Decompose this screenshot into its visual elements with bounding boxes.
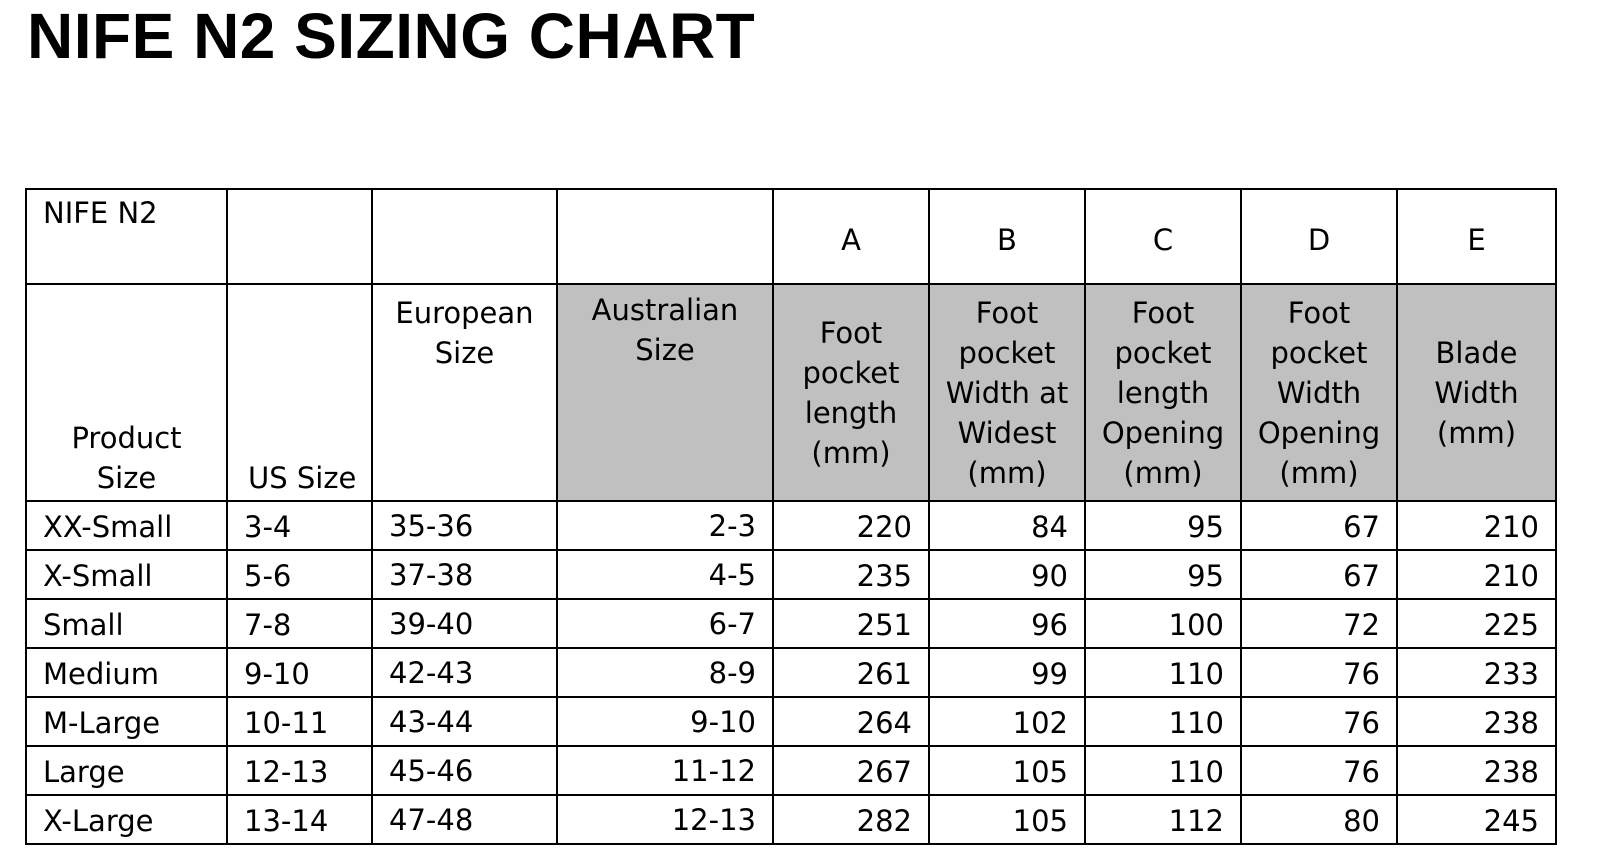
european-size-cell: 42-43 xyxy=(372,648,557,697)
product-size-cell: Small xyxy=(26,599,227,648)
foot-pocket-length-opening-cell: 110 xyxy=(1085,648,1241,697)
column-letter-a: A xyxy=(773,189,929,284)
us-size-cell: 3-4 xyxy=(227,501,372,550)
page-title: NIFE N2 SIZING CHART xyxy=(27,0,756,72)
sizing-table xyxy=(25,188,1557,845)
blade-width-cell: 225 xyxy=(1397,599,1556,648)
blade-width-cell: 245 xyxy=(1397,795,1556,844)
foot-pocket-width-widest-cell: 90 xyxy=(929,550,1085,599)
header-product-size: Product Size xyxy=(26,284,227,501)
table-row xyxy=(26,746,1556,795)
us-size-cell: 5-6 xyxy=(227,550,372,599)
australian-size-cell: 4-5 xyxy=(557,550,773,599)
foot-pocket-width-widest-cell: 102 xyxy=(929,697,1085,746)
foot-pocket-width-opening-cell: 76 xyxy=(1241,746,1397,795)
european-size-cell: 47-48 xyxy=(372,795,557,844)
model-name-cell: NIFE N2 xyxy=(26,189,227,284)
foot-pocket-width-opening-cell: 72 xyxy=(1241,599,1397,648)
european-size-cell: 35-36 xyxy=(372,501,557,550)
foot-pocket-width-opening-cell: 76 xyxy=(1241,648,1397,697)
european-size-cell: 45-46 xyxy=(372,746,557,795)
product-size-cell: XX-Small xyxy=(26,501,227,550)
australian-size-cell: 11-12 xyxy=(557,746,773,795)
australian-size-cell: 12-13 xyxy=(557,795,773,844)
empty-cell xyxy=(372,189,557,284)
product-size-cell: X-Large xyxy=(26,795,227,844)
header-us-size: US Size xyxy=(227,284,372,501)
foot-pocket-length-opening-cell: 95 xyxy=(1085,550,1241,599)
foot-pocket-length-cell: 220 xyxy=(773,501,929,550)
foot-pocket-width-widest-cell: 105 xyxy=(929,746,1085,795)
column-header-row xyxy=(26,284,1556,501)
foot-pocket-length-cell: 235 xyxy=(773,550,929,599)
table-row xyxy=(26,599,1556,648)
foot-pocket-width-widest-cell: 84 xyxy=(929,501,1085,550)
foot-pocket-width-opening-cell: 67 xyxy=(1241,501,1397,550)
table-row xyxy=(26,648,1556,697)
header-australian-size: Australian Size xyxy=(557,284,773,501)
header-foot-pocket-width-widest: Foot pocket Width at Widest (mm) xyxy=(929,284,1085,501)
foot-pocket-length-cell: 282 xyxy=(773,795,929,844)
foot-pocket-length-cell: 251 xyxy=(773,599,929,648)
table-row xyxy=(26,697,1556,746)
table-row xyxy=(26,795,1556,844)
table-row xyxy=(26,501,1556,550)
foot-pocket-width-opening-cell: 67 xyxy=(1241,550,1397,599)
us-size-cell: 10-11 xyxy=(227,697,372,746)
blade-width-cell: 210 xyxy=(1397,501,1556,550)
blade-width-cell: 210 xyxy=(1397,550,1556,599)
foot-pocket-length-opening-cell: 110 xyxy=(1085,697,1241,746)
column-letter-d: D xyxy=(1241,189,1397,284)
us-size-cell: 7-8 xyxy=(227,599,372,648)
header-foot-pocket-length-opening: Foot pocket length Opening (mm) xyxy=(1085,284,1241,501)
header-blade-width: Blade Width (mm) xyxy=(1397,284,1556,501)
foot-pocket-width-opening-cell: 80 xyxy=(1241,795,1397,844)
column-letter-c: C xyxy=(1085,189,1241,284)
foot-pocket-length-cell: 261 xyxy=(773,648,929,697)
empty-cell xyxy=(557,189,773,284)
european-size-cell: 39-40 xyxy=(372,599,557,648)
australian-size-cell: 9-10 xyxy=(557,697,773,746)
header-european-size: European Size xyxy=(372,284,557,501)
foot-pocket-width-widest-cell: 105 xyxy=(929,795,1085,844)
foot-pocket-length-cell: 267 xyxy=(773,746,929,795)
us-size-cell: 12-13 xyxy=(227,746,372,795)
blade-width-cell: 238 xyxy=(1397,697,1556,746)
empty-cell xyxy=(227,189,372,284)
foot-pocket-length-cell: 264 xyxy=(773,697,929,746)
header-foot-pocket-length: Foot pocket length (mm) xyxy=(773,284,929,501)
australian-size-cell: 8-9 xyxy=(557,648,773,697)
foot-pocket-width-widest-cell: 99 xyxy=(929,648,1085,697)
foot-pocket-length-opening-cell: 95 xyxy=(1085,501,1241,550)
us-size-cell: 9-10 xyxy=(227,648,372,697)
foot-pocket-length-opening-cell: 112 xyxy=(1085,795,1241,844)
product-size-cell: M-Large xyxy=(26,697,227,746)
australian-size-cell: 6-7 xyxy=(557,599,773,648)
european-size-cell: 43-44 xyxy=(372,697,557,746)
column-letter-row xyxy=(26,189,1556,284)
product-size-cell: Large xyxy=(26,746,227,795)
column-letter-b: B xyxy=(929,189,1085,284)
blade-width-cell: 238 xyxy=(1397,746,1556,795)
foot-pocket-length-opening-cell: 110 xyxy=(1085,746,1241,795)
product-size-cell: X-Small xyxy=(26,550,227,599)
foot-pocket-width-opening-cell: 76 xyxy=(1241,697,1397,746)
australian-size-cell: 2-3 xyxy=(557,501,773,550)
product-size-cell: Medium xyxy=(26,648,227,697)
header-foot-pocket-width-opening: Foot pocket Width Opening (mm) xyxy=(1241,284,1397,501)
table-row xyxy=(26,550,1556,599)
column-letter-e: E xyxy=(1397,189,1556,284)
foot-pocket-length-opening-cell: 100 xyxy=(1085,599,1241,648)
european-size-cell: 37-38 xyxy=(372,550,557,599)
foot-pocket-width-widest-cell: 96 xyxy=(929,599,1085,648)
us-size-cell: 13-14 xyxy=(227,795,372,844)
blade-width-cell: 233 xyxy=(1397,648,1556,697)
